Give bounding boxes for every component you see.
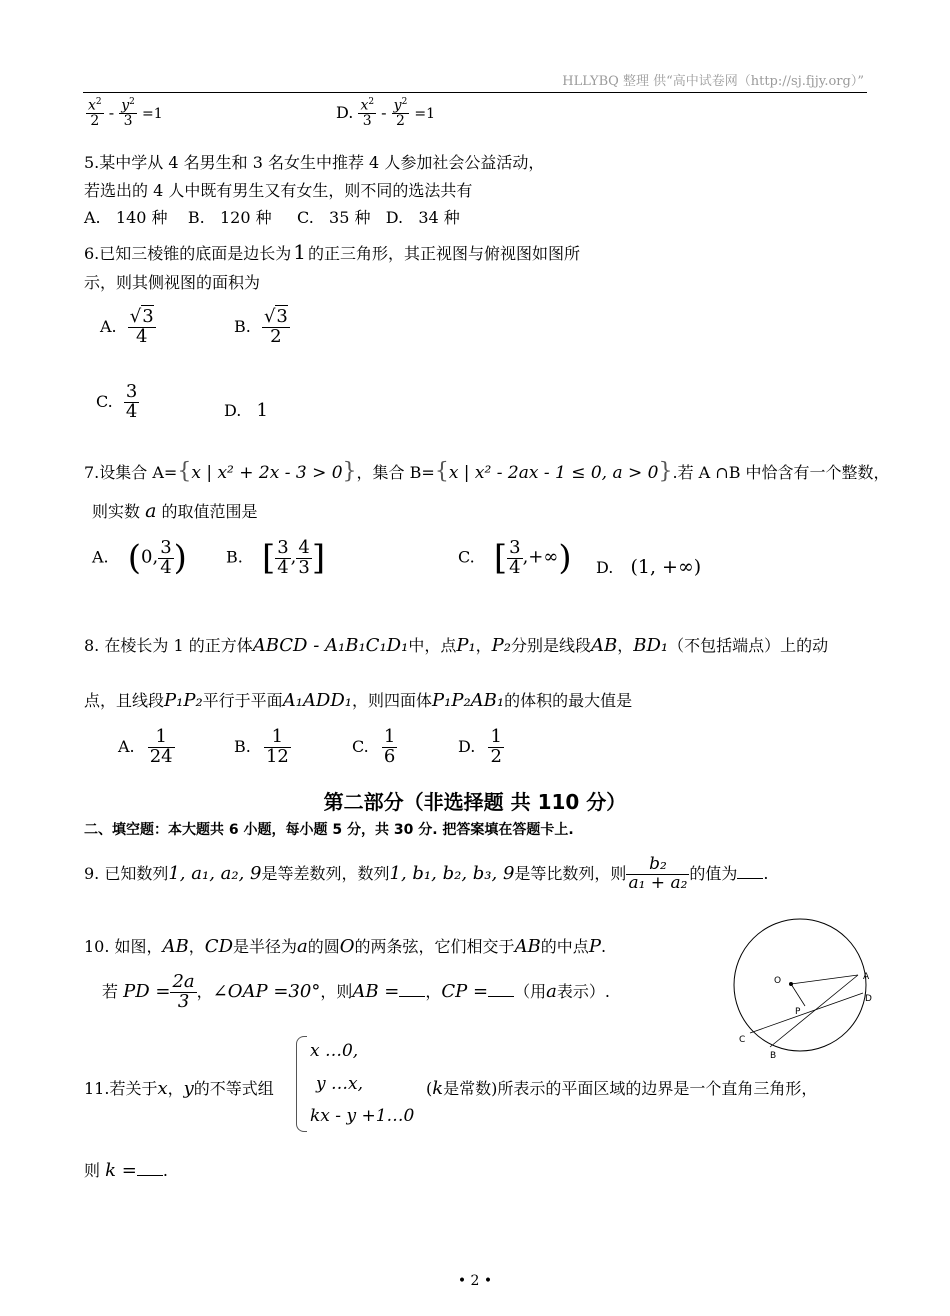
q7-option-b: B. [ $\frac{3}{4}$ , $\frac{4}{3}$ ] bbox=[226, 536, 326, 578]
q4-option-c-equation: $\frac{x^2}{2}$ - $\frac{y^2}{3}$ =1 bbox=[88, 97, 163, 130]
q8-option-b: B. $\frac{1}{12}$ bbox=[234, 726, 289, 767]
q7-option-d: D. (1, +∞) bbox=[596, 556, 702, 578]
segment-oa bbox=[791, 975, 858, 984]
q10-circle-figure bbox=[720, 915, 885, 1065]
q11-answer-blank bbox=[137, 1161, 163, 1176]
page-number: • 2 • bbox=[457, 1273, 493, 1289]
q11-inequality-2: y …x, bbox=[316, 1074, 363, 1094]
q6-option-c: C. $\frac{3}{4}$ bbox=[96, 381, 138, 422]
q10-line-2: 若 PD = $\frac{2a}{3}$ ，∠OAP =30°，则AB = ，CP = （用a表示）. bbox=[102, 971, 610, 1012]
label-p: P bbox=[795, 1007, 801, 1017]
chord-ab bbox=[770, 975, 858, 1047]
segment-op bbox=[791, 984, 805, 1006]
q8-line-2: 点，且线段P₁P₂平行于平面A₁ADD₁，则四面体P₁P₂AB₁的体积的最大值是 bbox=[84, 690, 633, 711]
part-two-title: 第二部分（非选择题 共 110 分） bbox=[323, 790, 627, 814]
header-rule bbox=[83, 92, 867, 93]
q6-line-2: 示，则其侧视图的面积为 bbox=[84, 273, 261, 292]
q11-inequality-1: x …0, bbox=[310, 1041, 359, 1061]
label-d: D bbox=[865, 994, 872, 1004]
q10-cp-blank bbox=[488, 982, 514, 997]
q11-inequality-3: kx - y +1…0 bbox=[310, 1106, 415, 1126]
q6-line-1: 6.已知三棱锥的底面是边长为 1 的正三角形，其正视图与俯视图如图所 bbox=[84, 240, 581, 264]
q7-option-c: C. [ $\frac{3}{4}$ ,+∞) bbox=[458, 536, 572, 578]
label-o: O bbox=[774, 976, 782, 986]
label-b: B bbox=[770, 1051, 777, 1061]
q5-line-2: 若选出的 4 人中既有男生又有女生，则不同的选法共有 bbox=[84, 181, 473, 200]
q4-option-d-equation: D. $\frac{x^2}{3}$ - $\frac{y^2}{2}$ =1 bbox=[336, 97, 436, 130]
q9-answer-blank bbox=[737, 864, 763, 879]
q7-line-2: 则实数 a 的取值范围是 bbox=[92, 500, 258, 522]
q6-option-d: D. 1 bbox=[224, 400, 268, 421]
q8-option-a: A. $\frac{1}{24}$ bbox=[118, 726, 173, 767]
q10-line-1: 10. 如图，AB，CD是半径为a的圆O的两条弦，它们相交于AB的中点P. bbox=[84, 936, 607, 957]
q10-ab-blank bbox=[399, 982, 425, 997]
q7-option-a: A. (0, $\frac{3}{4}$ ) bbox=[92, 536, 187, 578]
q9-line: 9. 已知数列1, a₁, a₂, 9是等差数列，数列1, b₁, b₂, b₃, 9是等比数列，则 $\frac{\text{b₂}}{\text{a₁ + a₂}}$ 的值为 . bbox=[84, 854, 769, 893]
q7-line-1: 7.设集合 A={x | x² + 2x - 3 > 0}，集合 B={x | x² - 2ax - 1 ≤ 0, a > 0}.若 A ∩B 中恰含有一个整数， bbox=[84, 459, 890, 484]
q5-line-1: 5.某中学从 4 名男生和 3 名女生中推荐 4 人参加社会公益活动， bbox=[84, 153, 545, 172]
page-header-text: HLLYBQ 整理 供“高中试卷网（http://sj.fjjy.org）” bbox=[562, 74, 864, 89]
q11-line-2: 则 k = . bbox=[84, 1160, 168, 1181]
q5-options: A. 140 种 B. 120 种 C. 35 种 D. 34 种 bbox=[84, 208, 460, 227]
chord-cd bbox=[750, 993, 863, 1033]
q8-option-d: D. $\frac{1}{2}$ bbox=[458, 726, 502, 767]
q8-line-1: 8. 在棱长为 1 的正方体ABCD - A₁B₁C₁D₁中，点P₁，P₂分别是线段AB，BD₁（不包括端点）上的动 bbox=[84, 635, 829, 656]
q11-system-brace bbox=[296, 1036, 307, 1132]
q6-option-a: A. $\frac{√3}{4}$ bbox=[100, 306, 154, 347]
label-a: A bbox=[863, 972, 870, 982]
part-two-instructions: 二、填空题：本大题共 6 小题，每小题 5 分，共 30 分. 把答案填在答题卡上. bbox=[84, 822, 574, 838]
label-c: C bbox=[739, 1035, 746, 1045]
q11-text-before: 11.若关于x，y的不等式组 bbox=[84, 1078, 274, 1099]
q8-option-c: C. $\frac{1}{6}$ bbox=[352, 726, 396, 767]
q11-text-after: (k是常数)所表示的平面区域的边界是一个直角三角形， bbox=[426, 1078, 818, 1099]
q6-option-b: B. $\frac{√3}{2}$ bbox=[234, 306, 288, 347]
